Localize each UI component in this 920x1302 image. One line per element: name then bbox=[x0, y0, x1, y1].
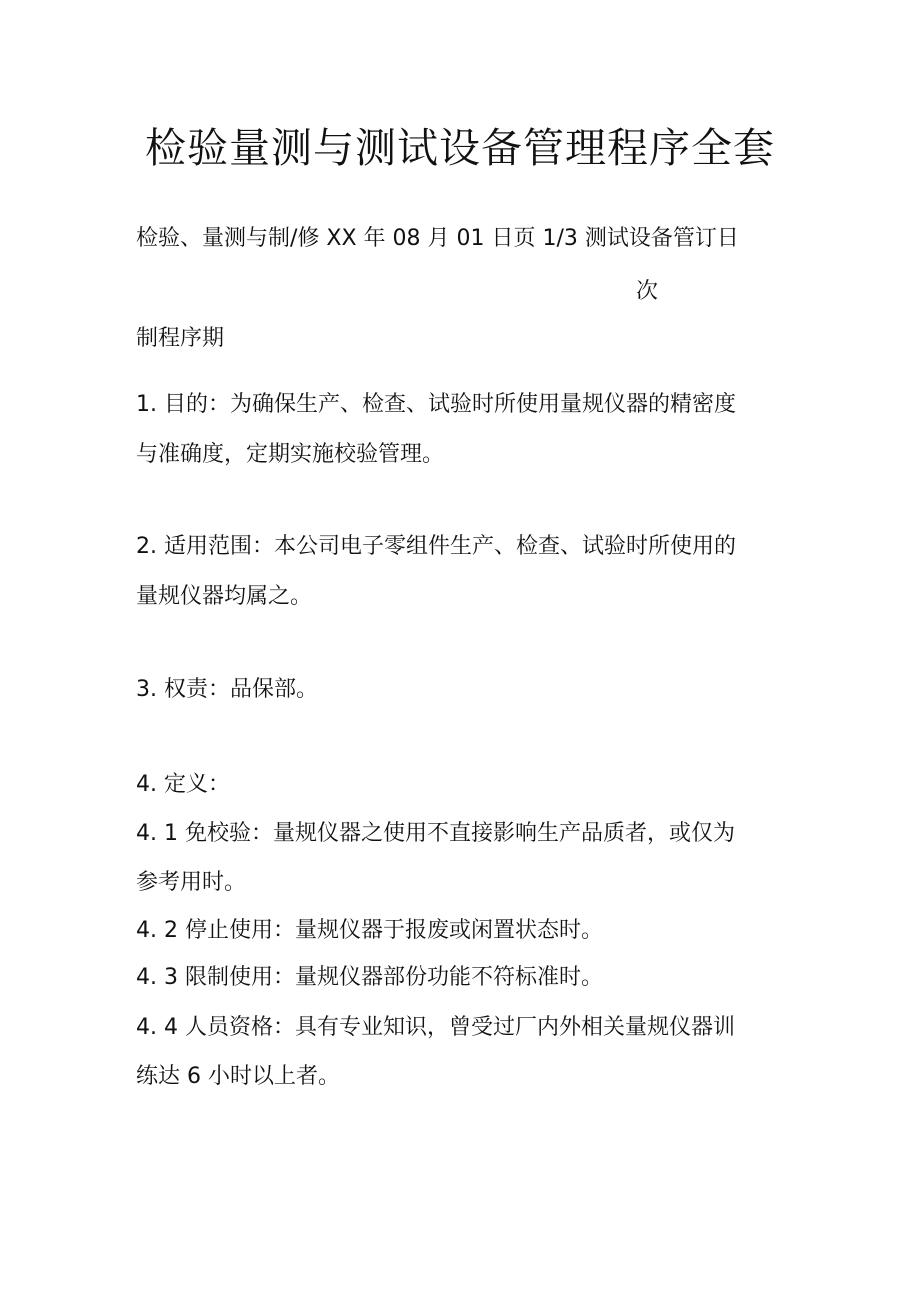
section-4-2-line-1: 4. 2 停止使用：量规仪器于报废或闲置状态时。 bbox=[136, 918, 603, 943]
section-3-line-1: 3. 权责：品保部。 bbox=[136, 677, 318, 702]
section-4-1-line-2: 参考用时。 bbox=[136, 870, 247, 895]
section-2-line-2: 量规仪器均属之。 bbox=[136, 584, 313, 609]
section-4-3-line-1: 4. 3 限制使用：量规仪器部份功能不符标准时。 bbox=[136, 965, 603, 990]
header-line-1: 检验、量测与制/修 XX 年 08 月 01 日页 1/3 测试设备管订日 bbox=[136, 226, 739, 251]
section-1-line-1: 1. 目的：为确保生产、检查、试验时所使用量规仪器的精密度 bbox=[136, 392, 736, 417]
section-4-heading: 4. 定义： bbox=[136, 772, 230, 797]
section-4-4-line-2: 练达 6 小时以上者。 bbox=[136, 1064, 340, 1089]
section-1-line-2: 与准确度，定期实施校验管理。 bbox=[136, 442, 445, 467]
header-line-1-suffix: 次 bbox=[636, 279, 659, 304]
section-4-1-line-1: 4. 1 免校验：量规仪器之使用不直接影响生产品质者，或仅为 bbox=[136, 821, 735, 846]
document-title: 检验量测与测试设备管理程序全套 bbox=[145, 124, 775, 172]
section-2-line-1: 2. 适用范围：本公司电子零组件生产、检查、试验时所使用的 bbox=[136, 534, 736, 559]
section-4-4-line-1: 4. 4 人员资格：具有专业知识，曾受过厂内外相关量规仪器训 bbox=[136, 1015, 735, 1040]
header-line-2: 制程序期 bbox=[136, 326, 225, 351]
